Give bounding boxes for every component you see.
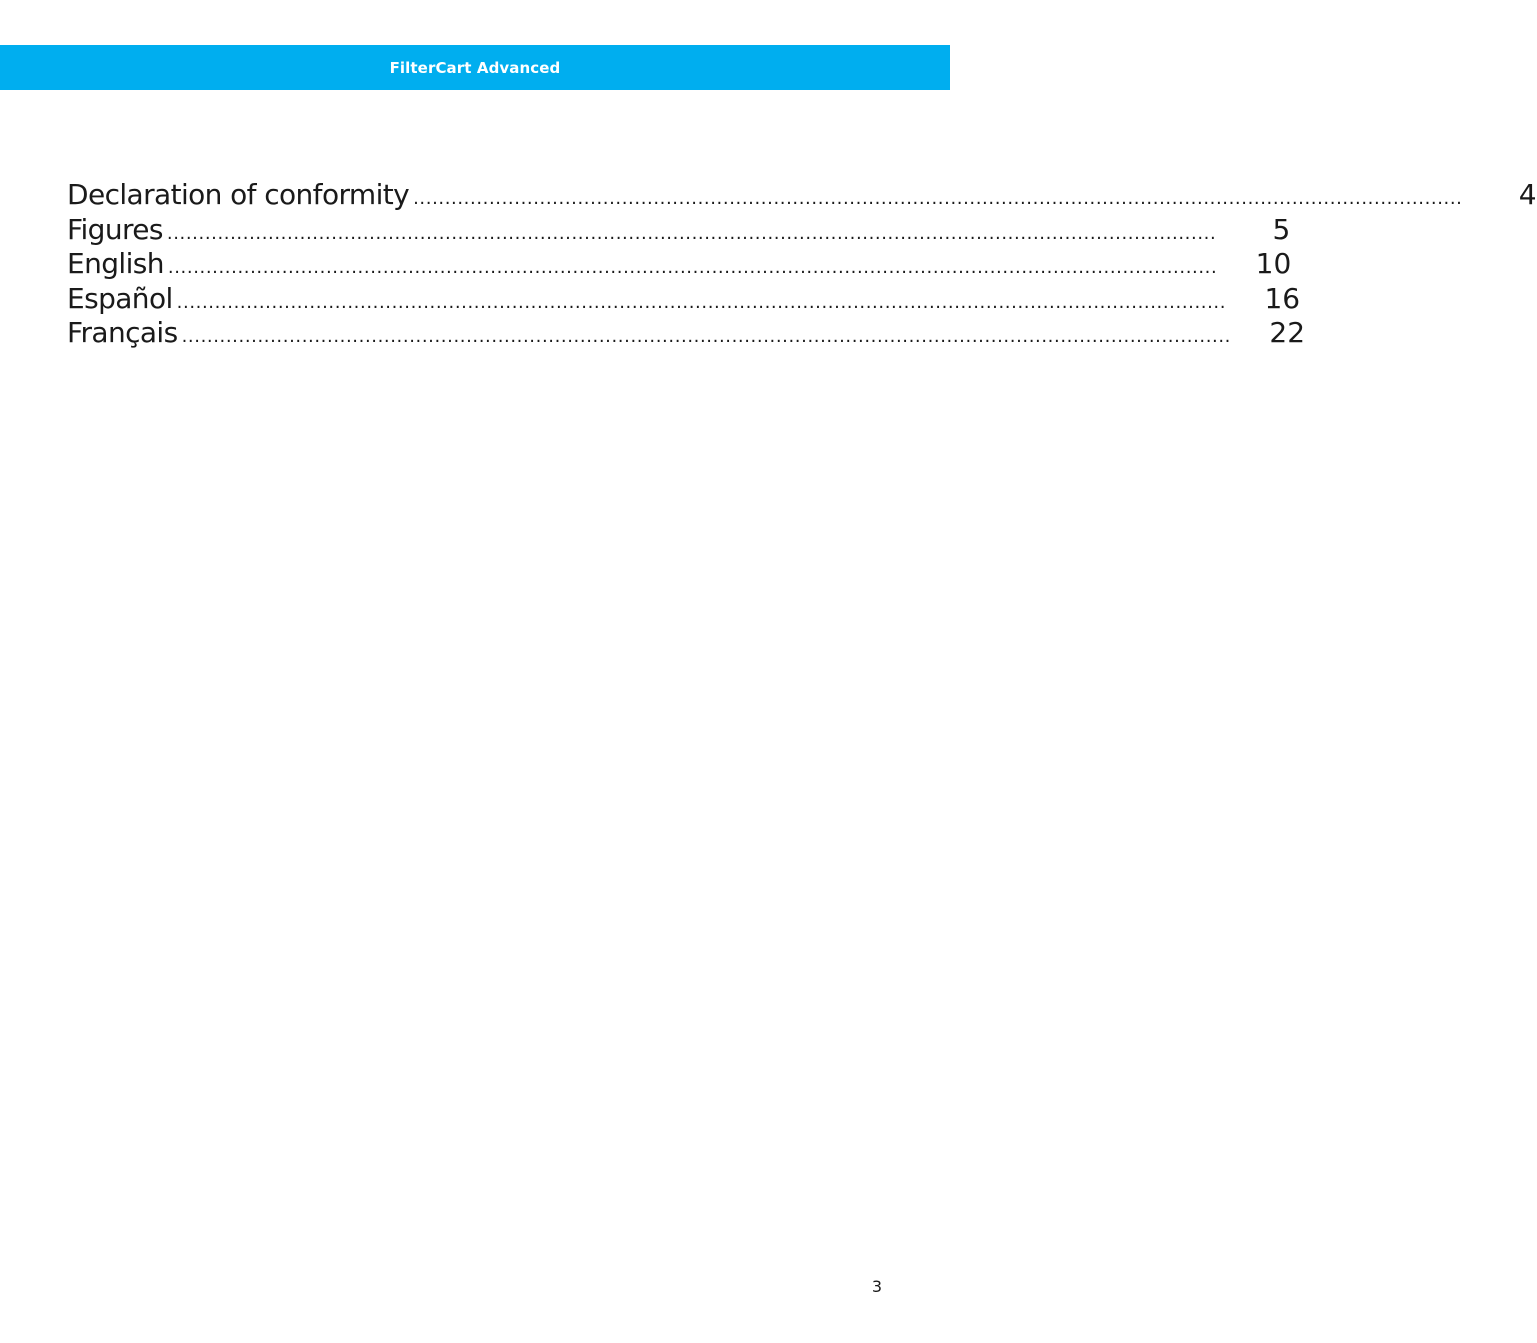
table-of-contents bbox=[67, 178, 1537, 351]
toc-leader-dots: ...................................................................................................................................................................... bbox=[181, 326, 1232, 347]
toc-entry-page: 16 bbox=[1264, 281, 1301, 315]
toc-leader-dots: ...................................................................................................................................................................... bbox=[167, 257, 1218, 278]
toc-entry-label: Español bbox=[67, 281, 173, 315]
toc-leader-dots: ...................................................................................................................................................................... bbox=[413, 188, 1463, 209]
toc-leader-dots: ...................................................................................................................................................................... bbox=[176, 291, 1227, 313]
toc-entry[interactable] bbox=[67, 281, 1301, 317]
toc-leader-dots: ...................................................................................................................................................................... bbox=[166, 222, 1217, 244]
toc-entry[interactable] bbox=[67, 178, 1537, 213]
toc-entry-page: 4 bbox=[1518, 178, 1537, 211]
toc-entry-label: English bbox=[67, 247, 164, 280]
header-bar bbox=[0, 45, 950, 90]
toc-entry-label: Declaration of conformity bbox=[67, 178, 410, 211]
toc-entry-label: Figures bbox=[67, 212, 163, 246]
toc-entry-page: 10 bbox=[1255, 247, 1292, 280]
toc-entry-label: Français bbox=[67, 316, 178, 349]
toc-entry[interactable] bbox=[67, 212, 1291, 248]
page-number: 3 bbox=[871, 1277, 882, 1296]
toc-entry[interactable] bbox=[67, 316, 1306, 351]
document-title: FilterCart Advanced bbox=[389, 58, 561, 77]
toc-entry-page: 5 bbox=[1272, 212, 1291, 246]
toc-entry[interactable] bbox=[67, 247, 1292, 282]
toc-entry-page: 22 bbox=[1269, 316, 1306, 349]
